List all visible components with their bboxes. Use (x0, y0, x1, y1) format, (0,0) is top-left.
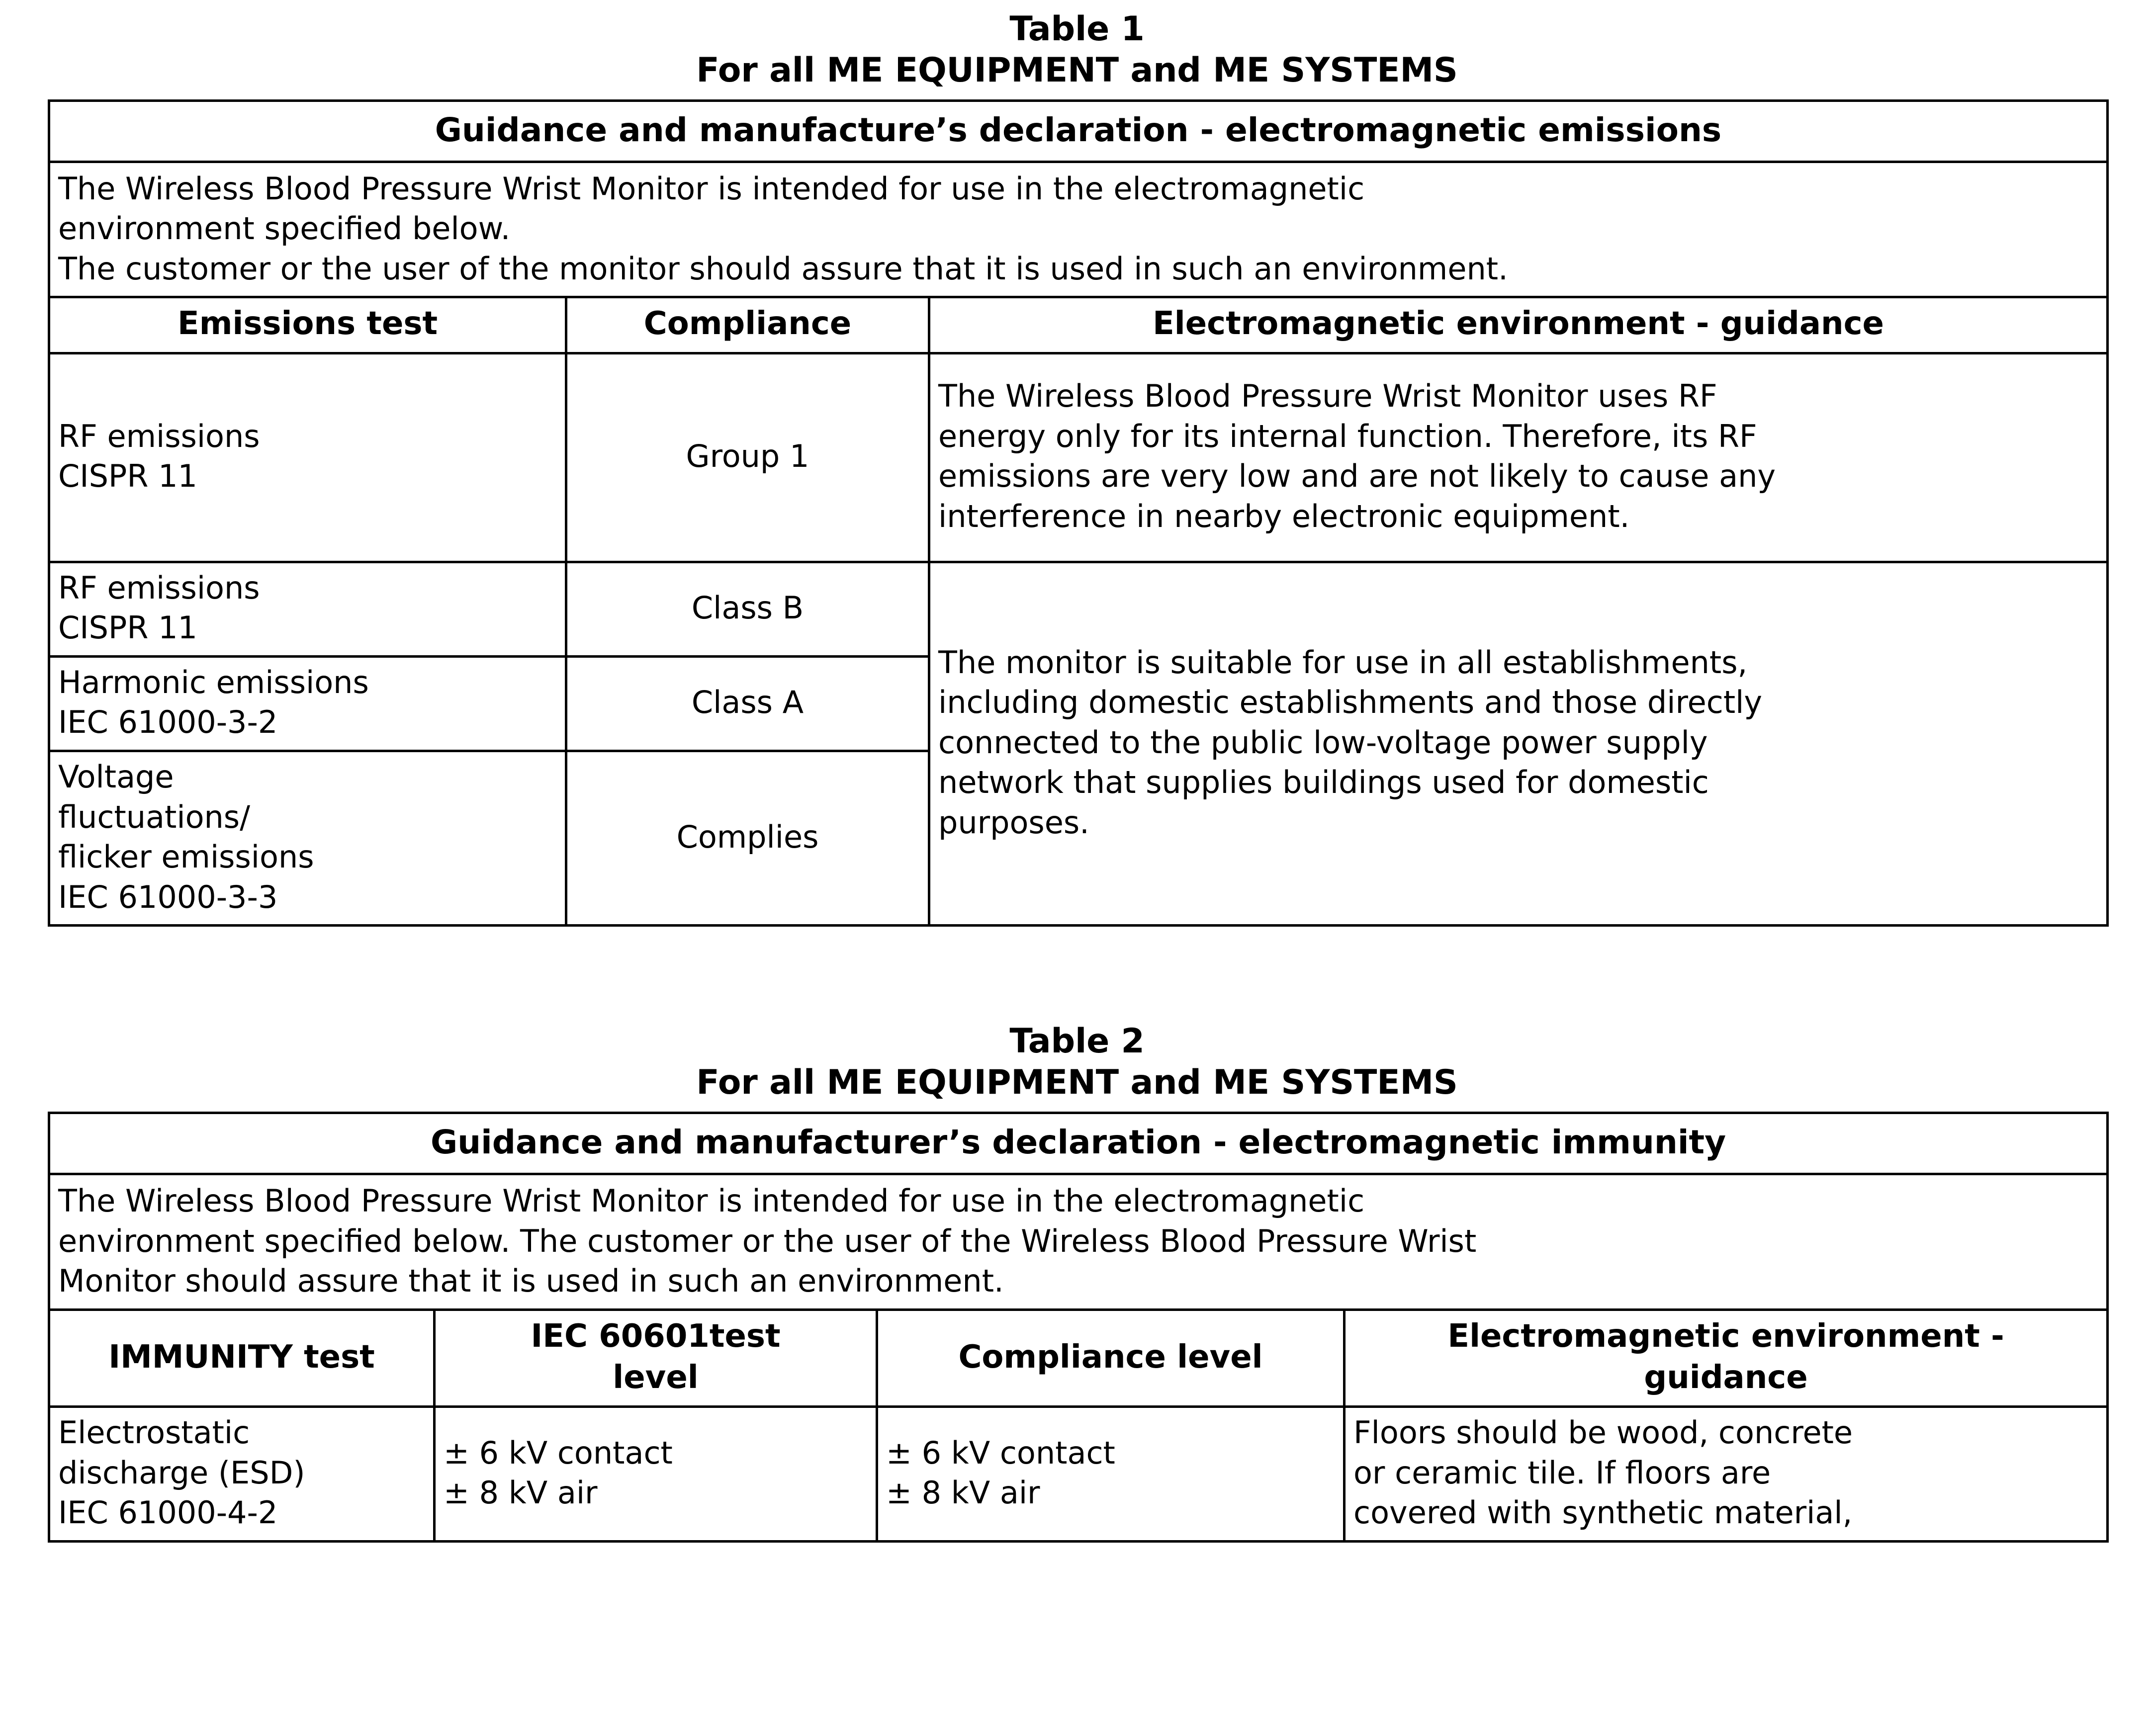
table2-row1-iec-level-line1: ± 6 kV contact (444, 1434, 673, 1471)
table2-row1-guidance-line1: Floors should be wood, concrete (1353, 1414, 1853, 1451)
table-row (49, 1407, 2108, 1542)
table2-col-header-environment (1345, 1309, 2108, 1406)
table1-intro-line1: The Wireless Blood Pressure Wrist Monitor is intended for use in the electromagnetic (58, 170, 1365, 207)
table2-row1-test-line3: IEC 61000-4-2 (58, 1494, 278, 1531)
table1-row3-compliance: Class A (566, 656, 929, 751)
table1-row1-guidance (929, 353, 2108, 562)
table1-row3-test (49, 656, 566, 751)
table1-row2-test-line2: CISPR 11 (58, 609, 197, 646)
table2-intro (49, 1174, 2108, 1310)
table1-row1-guidance-line4: interference in nearby electronic equipment. (938, 498, 1630, 534)
table1-row3-test-line2: IEC 61000-3-2 (58, 704, 278, 741)
table1-merged-guidance-line2: including domestic establishments and those directly (938, 684, 1763, 721)
table2-row1-compliance-level-line2: ± 8 kV air (886, 1475, 1040, 1511)
table2-band-header-row (49, 1113, 2108, 1174)
table2-col-header-environment-line1: Electromagnetic environment - (1447, 1317, 2004, 1355)
table1-row1-guidance-line3: emissions are very low and are not likely to cause any (938, 458, 1776, 495)
table1-row1-test (49, 353, 566, 562)
table2-row1-compliance-level (877, 1407, 1345, 1542)
table1-row4-test-line4: IEC 61000-3-3 (58, 878, 278, 915)
table2-band-header: Guidance and manufacturer’s declaration - electromagnetic immunity (49, 1113, 2108, 1174)
table1-intro (49, 162, 2108, 297)
table1-row1-compliance: Group 1 (566, 353, 929, 562)
table2-column-header-row (49, 1309, 2108, 1406)
table-row (49, 562, 2108, 656)
table1-merged-guidance (929, 562, 2108, 926)
table1-title-line2: For all ME EQUIPMENT and ME SYSTEMS (696, 50, 1458, 90)
table2-row1-iec-level-line2: ± 8 kV air (444, 1475, 598, 1511)
table2 (48, 1112, 2109, 1543)
table2-col-header-immunity-test: IMMUNITY test (49, 1309, 435, 1406)
table1-band-header-row (49, 100, 2108, 162)
table2-col-header-compliance-level: Compliance level (877, 1309, 1345, 1406)
table1-merged-guidance-line5: purposes. (938, 804, 1089, 841)
table2-intro-line2: environment specified below. The customer or the user of the Wireless Blood Pressure Wrist (58, 1222, 1477, 1259)
table2-title (48, 1001, 2106, 1104)
table2-intro-row (49, 1174, 2108, 1310)
table1-row3-test-line1: Harmonic emissions (58, 664, 369, 700)
table2-title-line1: Table 2 (1009, 1022, 1145, 1061)
table1-row4-test-line1: Voltage (58, 759, 174, 795)
table1-col-header-emissions-test: Emissions test (49, 297, 566, 353)
table1-row1-guidance-line1: The Wireless Blood Pressure Wrist Monitor uses RF (938, 377, 1717, 414)
table1-row2-test (49, 562, 566, 656)
table1-row4-compliance: Complies (566, 751, 929, 926)
table1-band-header: Guidance and manufacture’s declaration - electromagnetic emissions (49, 100, 2108, 162)
table2-intro-line1: The Wireless Blood Pressure Wrist Monitor is intended for use in the electromagnetic (58, 1183, 1365, 1219)
table2-row1-guidance-line3: covered with synthetic material, (1353, 1494, 1853, 1531)
table2-row1-test-line1: Electrostatic (58, 1414, 250, 1451)
table-row (49, 353, 2108, 562)
table1-row4-test-line3: flicker emissions (58, 839, 314, 875)
table1-title-line1: Table 1 (1009, 9, 1145, 49)
table1-row1-guidance-line2: energy only for its internal function. Therefore, its RF (938, 418, 1757, 454)
table-spacer (48, 927, 2106, 1001)
table1-row1-test-line1: RF emissions (58, 418, 260, 454)
table1-row4-test-line2: fluctuations/ (58, 798, 250, 835)
table1-row2-compliance: Class B (566, 562, 929, 656)
table1-merged-guidance-line4: network that supplies buildings used for domestic (938, 764, 1709, 801)
table2-col-header-iec-test-level-line2: level (613, 1359, 699, 1396)
table1-row2-test-line1: RF emissions (58, 569, 260, 606)
table2-intro-line3: Monitor should assure that it is used in such an environment. (58, 1263, 1004, 1300)
table2-row1-test-line2: discharge (ESD) (58, 1454, 305, 1491)
table2-row1-guidance (1345, 1407, 2108, 1542)
table1-intro-line2: environment specified below. (58, 210, 511, 247)
table1-col-header-compliance: Compliance (566, 297, 929, 353)
table1-merged-guidance-line1: The monitor is suitable for use in all establishments, (938, 644, 1748, 681)
table1-row1-test-line2: CISPR 11 (58, 458, 197, 495)
table1 (48, 99, 2109, 927)
table2-row1-iec-level (435, 1407, 877, 1542)
table2-col-header-iec-test-level-line1: IEC 60601test (531, 1317, 781, 1355)
table1-intro-row (49, 162, 2108, 297)
table1-title (48, 0, 2106, 91)
table1-row4-test (49, 751, 566, 926)
table2-row1-compliance-level-line1: ± 6 kV contact (886, 1434, 1115, 1471)
table1-merged-guidance-line3: connected to the public low-voltage power supply (938, 724, 1708, 761)
table2-row1-test (49, 1407, 435, 1542)
table2-title-line2: For all ME EQUIPMENT and ME SYSTEMS (696, 1063, 1458, 1103)
table2-col-header-iec-test-level (435, 1309, 877, 1406)
table1-col-header-environment: Electromagnetic environment - guidance (929, 297, 2108, 353)
table2-row1-guidance-line2: or ceramic tile. If floors are (1353, 1454, 1771, 1491)
table1-intro-line3: The customer or the user of the monitor should assure that it is used in such an environment. (58, 250, 1508, 287)
table2-col-header-environment-line2: guidance (1644, 1359, 1808, 1396)
table1-column-header-row (49, 297, 2108, 353)
